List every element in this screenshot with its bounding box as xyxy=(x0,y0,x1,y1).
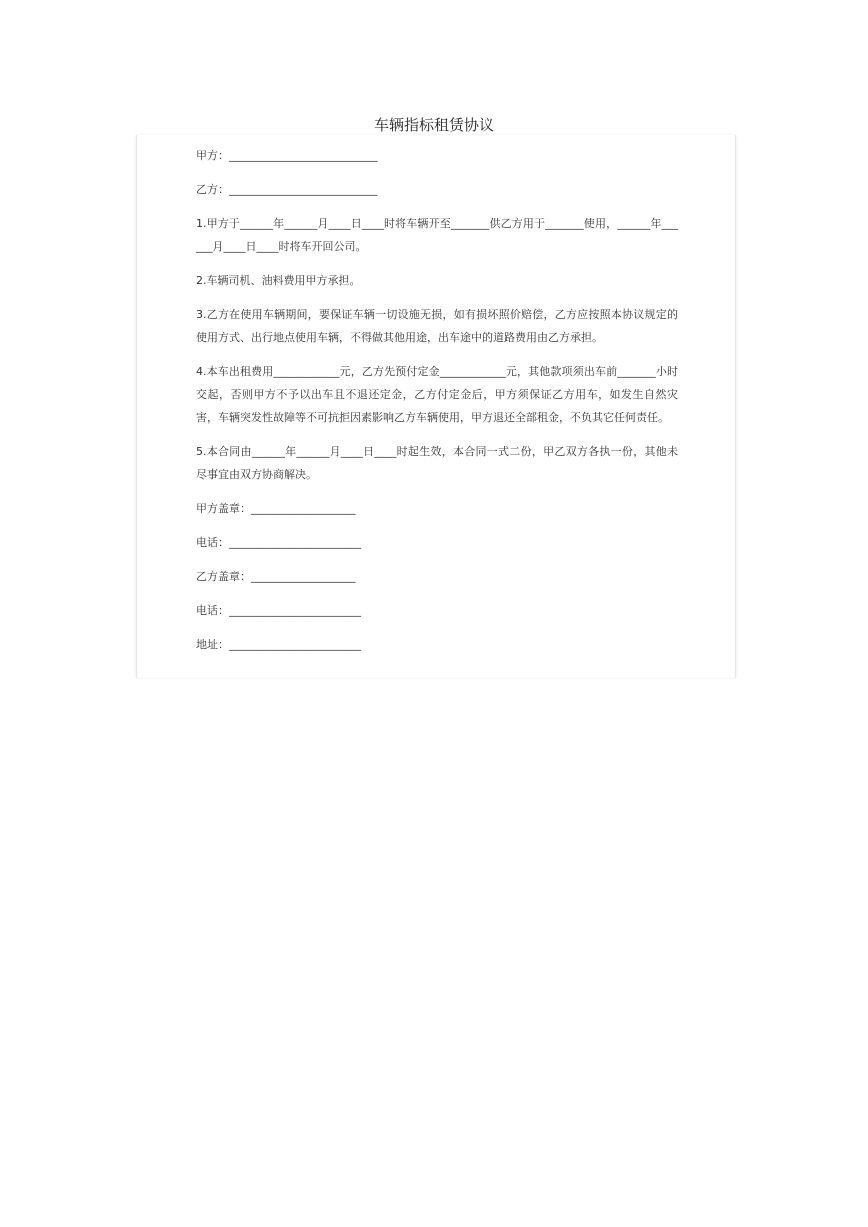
clause-3: 3.乙方在使用车辆期间，要保证车辆一切设施无损，如有损坏照价赔偿，乙方应按照本协议规定的使用方式、出行地点使用车辆，不得做其他用途，出车途中的道路费用由乙方承担。 xyxy=(196,308,678,344)
party-b-seal-line: 乙方盖章：___________________ xyxy=(196,570,356,583)
address-line: 地址：________________________ xyxy=(196,638,361,651)
clause-5: 5.本合同由______年______月____日____时起生效，本合同一式二份，甲乙双方各执一份，其他未尽事宜由双方协商解决。 xyxy=(196,445,678,481)
clause-4: 4.本车出租费用____________元，乙方先预付定金____________元，其他款项须出车前_______小时交起，否则甲方不予以出车且不退还定金，乙方付定金后，甲方须保证乙方用车，如发生自然灾害，车辆突发性故障等不可抗拒因素影响乙方车辆使用，甲方退还全部租金，不负其它任何责任。 xyxy=(196,365,678,424)
clause-1: 1.甲方于______年______月____日____时将车辆开至_______供乙方用于_______使用，______年______月____日____时将车开回公司。 xyxy=(196,217,678,253)
document-body xyxy=(196,144,678,667)
clause-2: 2.车辆司机、油料费用甲方承担。 xyxy=(196,274,361,287)
party-b-line: 乙方：___________________________ xyxy=(196,183,378,196)
party-a-line: 甲方：___________________________ xyxy=(196,149,378,162)
document-title: 车辆指标租赁协议 xyxy=(373,116,494,134)
party-b-phone-line: 电话：________________________ xyxy=(196,604,361,617)
party-a-seal-line: 甲方盖章：___________________ xyxy=(196,502,356,515)
party-a-phone-line: 电话：________________________ xyxy=(196,536,361,549)
